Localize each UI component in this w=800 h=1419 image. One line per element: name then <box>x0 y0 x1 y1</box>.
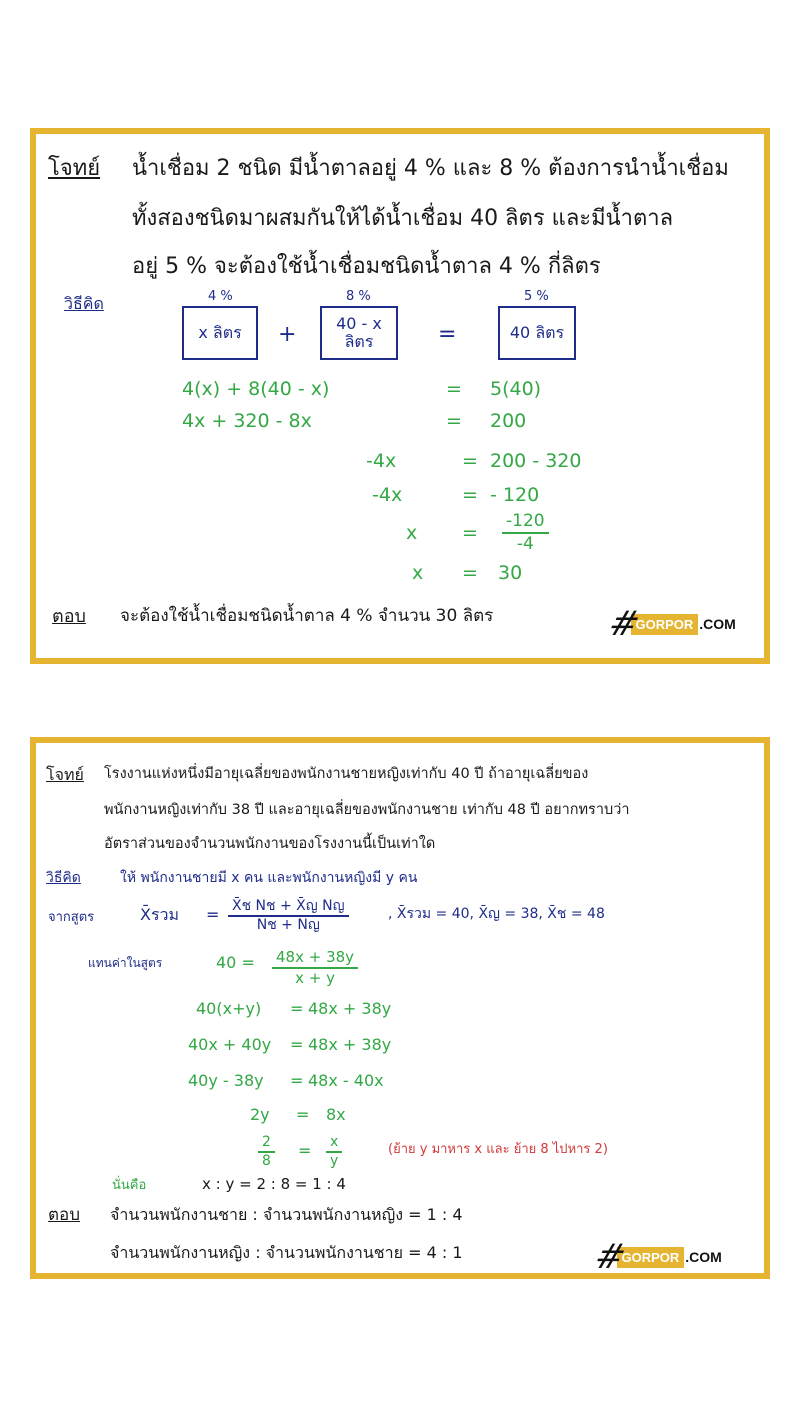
box-percent-2: 8 % <box>346 289 371 304</box>
box-percent-3: 5 % <box>524 289 549 304</box>
method-label: วิธีคิด <box>46 870 81 886</box>
answer-label: ตอบ <box>52 606 86 627</box>
step-4-eq: = <box>462 484 478 506</box>
step-1-eq: = <box>446 378 462 400</box>
plus-sign: + <box>278 322 297 347</box>
step-4-eq: = <box>296 1105 310 1124</box>
problem-line-1: น้ำเชื่อม 2 ชนิด มีน้ำตาลอยู่ 4 % และ 8 % ต้องการนำน้ำเชื่อม <box>132 156 729 181</box>
logo-badge: GORPOR <box>617 1247 685 1268</box>
step-1-lhs: 40(x+y) <box>196 999 262 1018</box>
problem-line-2: ทั้งสองชนิดมาผสมกันให้ได้น้ำเชื่อม 40 ลิตร และมีน้ำตาล <box>132 206 674 231</box>
hash-icon: # <box>603 604 645 644</box>
answer-label: ตอบ <box>48 1205 81 1225</box>
step-5-fraction <box>502 512 549 553</box>
substitute-denominator: x + y <box>295 968 335 987</box>
problem-label: โจทย์ <box>46 765 84 784</box>
step-3-rhs: 200 - 320 <box>490 450 582 472</box>
fraction-denominator: 8 <box>262 1153 271 1170</box>
fraction-numerator: -120 <box>502 512 549 534</box>
box-percent-1: 4 % <box>208 289 233 304</box>
step-6-rhs: 30 <box>498 562 523 584</box>
step-3-rhs: 48x - 40x <box>308 1071 384 1090</box>
gorpor-logo <box>603 604 736 644</box>
method-label: วิธีคิด <box>64 294 104 313</box>
ratio-label: นั่นคือ <box>112 1178 147 1193</box>
mix-box-1 <box>182 306 258 360</box>
step-4-lhs: -4x <box>372 484 403 506</box>
step-4-lhs: 2y <box>250 1105 270 1124</box>
step-6-lhs: x <box>412 562 424 584</box>
step-2-rhs: 48x + 38y <box>308 1035 392 1054</box>
box-text-2: 40 - x ลิตร <box>336 314 382 351</box>
logo-suffix: .COM <box>685 1249 722 1265</box>
step-4-rhs: 8x <box>326 1105 346 1124</box>
step-1-rhs: 5(40) <box>490 378 542 400</box>
substitute-fraction <box>272 949 358 986</box>
step-6-eq: = <box>462 562 478 584</box>
gorpor-logo <box>589 1237 722 1277</box>
step-2-lhs: 4x + 320 - 8x <box>182 410 312 432</box>
step-1-lhs: 4(x) + 8(40 - x) <box>182 378 330 400</box>
note-text: (ย้าย y มาหาร x และ ย้าย 8 ไปหาร 2) <box>388 1142 608 1157</box>
formula-lhs: X̄รวม <box>140 905 180 924</box>
step-1-rhs: 48x + 38y <box>308 999 392 1018</box>
substitute-lhs: 40 = <box>216 953 255 972</box>
box-text-3: 40 ลิตร <box>509 323 565 343</box>
fraction-numerator: 2 <box>258 1135 275 1153</box>
ratio-text: x : y = 2 : 8 = 1 : 4 <box>202 1175 346 1193</box>
ratio-fraction-left <box>258 1135 275 1170</box>
problem-line-3: อัตราส่วนของจำนวนพนักงานของโรงงานนี้เป็นเท่าใด <box>104 836 436 852</box>
answer-text: จะต้องใช้น้ำเชื่อมชนิดน้ำตาล 4 % จำนวน 30 ลิตร <box>120 606 494 626</box>
step-5-eq: = <box>462 522 478 544</box>
step-4-rhs: - 120 <box>490 484 540 506</box>
step-2-eq: = <box>290 1035 304 1054</box>
step-3-lhs: 40y - 38y <box>188 1071 264 1090</box>
substitute-numerator: 48x + 38y <box>272 949 358 969</box>
step-3-eq: = <box>290 1071 304 1090</box>
step-2-eq: = <box>446 410 462 432</box>
formula-fraction <box>228 899 349 934</box>
formula-label: จากสูตร <box>48 910 95 925</box>
equals-sign: = <box>438 322 457 347</box>
step-3-eq: = <box>462 450 478 472</box>
logo-badge: GORPOR <box>631 614 699 635</box>
ratio-fraction-right <box>326 1135 342 1170</box>
step-5-lhs: x <box>406 522 418 544</box>
formula-values: , X̄รวม = 40, X̄ญ = 38, X̄ช = 48 <box>388 906 605 922</box>
fraction-denominator: -4 <box>516 533 534 554</box>
problem-line-1: โรงงานแห่งหนึ่งมีอายุเฉลี่ยของพนักงานชายหญิงเท่ากับ 40 ปี ถ้าอายุเฉลี่ยของ <box>104 766 589 782</box>
box-text-1: x ลิตร <box>198 323 242 343</box>
mix-box-3 <box>498 306 576 360</box>
problem-line-2: พนักงานหญิงเท่ากับ 38 ปี และอายุเฉลี่ยของพนักงานชาย เท่ากับ 48 ปี อยากทราบว่า <box>104 802 630 818</box>
problem-card-2: โจทย์ โรงงานแห่งหนึ่งมีอายุเฉลี่ยของพนักงานชายหญิงเท่ากับ 40 ปี ถ้าอายุเฉลี่ยของ พนักงานหญิงเท่ากับ 38 ปี และอายุเฉลี่ยของพนักงานชาย เท่ากับ 48 ปี อยากทราบว่า อัตราส่วนของจำนวนพนักงานของโรงงานนี้เป็นเท่าใด วิธีคิด ให้ พนักงานชายมี x คน และพนักงานหญิงมี y คน จากสูตร X̄รวม = X̄ช Nช + X̄ญ Nญ Nช + Nญ , X̄รวม = 40, X̄ญ = 38, X̄ช = 48 แทนค่าในสูตร 40 = $\frac{48x + 38y}{x + y}$ 40(x+y) = 48x + 38y 40x + 40y = 48x + 38y 40y - 38y = 48x - 40x 2y = 8x $\frac{2}{8}$ = $\frac{x}{y}$ (ย้าย y มาหาร x และ ย้าย 8 ไปหาร 2) นั่นคือ x : y = 2 : 8 = 1 : 4 ตอบ จำนวนพนักงานชาย : จำนวนพนักงานหญิง = 1 : 4 จำนวนพนักงานหญิง : จำนวนพนักงานชาย = 4 : 1 # GORPOR .COM <box>30 737 770 1279</box>
answer-line-1: จำนวนพนักงานชาย : จำนวนพนักงานหญิง = 1 : 4 <box>110 1205 463 1224</box>
step-2-lhs: 40x + 40y <box>188 1035 272 1054</box>
step-1-eq: = <box>290 999 304 1018</box>
mix-box-2 <box>320 306 398 360</box>
formula-denominator: Nช + Nญ <box>256 917 320 934</box>
formula-numerator: X̄ช Nช + X̄ญ Nญ <box>228 899 349 917</box>
problem-label: โจทย์ <box>48 156 101 181</box>
answer-line-2: จำนวนพนักงานหญิง : จำนวนพนักงานชาย = 4 : 1 <box>110 1243 463 1262</box>
method-text: ให้ พนักงานชายมี x คน และพนักงานหญิงมี y คน <box>120 870 418 886</box>
fraction-denominator: y <box>330 1153 339 1170</box>
fraction-numerator: x <box>326 1135 342 1153</box>
step-3-lhs: -4x <box>366 450 397 472</box>
substitute-label: แทนค่าในสูตร <box>88 956 163 970</box>
problem-card-1 <box>30 128 770 664</box>
logo-suffix: .COM <box>699 616 736 632</box>
step-2-rhs: 200 <box>490 410 527 432</box>
problem-line-3: อยู่ 5 % จะต้องใช้น้ำเชื่อมชนิดน้ำตาล 4 % กี่ลิตร <box>132 254 601 279</box>
hash-icon: # <box>589 1237 631 1277</box>
